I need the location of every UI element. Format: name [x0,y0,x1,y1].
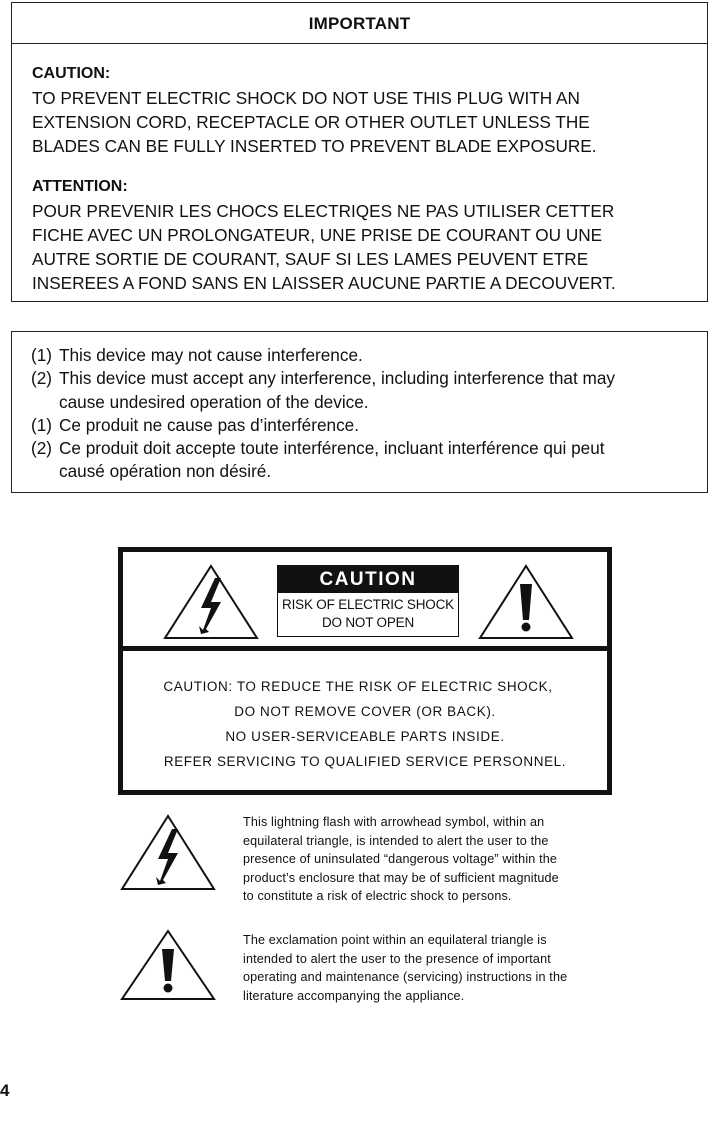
attention-line: INSEREES A FOND SANS EN LAISSER AUCUNE PARTIE A DECOUVERT. [32,273,616,293]
plate-line: RISK OF ELECTRIC SHOCK [282,597,454,612]
important-notice-box [11,2,708,302]
item-number: (1) [31,414,53,435]
description-line: product’s enclosure that may be of sufficient magnitude [243,870,559,885]
page-number: 4 [0,1081,10,1100]
item-line: This device must accept any interference, including interference that may [59,368,616,389]
caution-line: BLADES CAN BE FULLY INSERTED TO PREVENT BLADE EXPOSURE. [32,136,597,156]
list-item [31,414,699,437]
item-line: cause undesired operation of the device. [59,391,369,412]
description-line: intended to alert the user to the presence of important [243,951,551,966]
label-line: NO USER-SERVICEABLE PARTS INSIDE. [225,729,505,744]
caution-label-text [123,674,607,774]
attention-heading: ATTENTION: [32,178,128,195]
interference-notice-box [11,331,708,493]
item-line: Ce produit ne cause pas d’interférence. [59,414,360,435]
item-line: Ce produit doit accepte toute interférence, incluant interférence qui peut [59,438,605,459]
item-number: (1) [31,345,53,365]
exclamation-triangle-icon [120,929,216,1001]
attention-line: AUTRE SORTIE DE COURANT, SAUF SI LES LAMES PEUVENT ETRE [32,249,589,269]
description-line: This lightning flash with arrowhead symbol, within an [243,815,545,829]
item-number: (2) [31,438,53,459]
label-line: REFER SERVICING TO QUALIFIED SERVICE PERSONNEL. [163,754,567,769]
attention-french-block [32,175,699,295]
caution-label [118,547,612,795]
list-item [31,344,699,367]
lightning-bolt-triangle-icon [120,813,216,891]
caution-plate-title: CAUTION [278,566,458,593]
interference-list [31,344,699,484]
description-line: literature accompanying the appliance. [243,988,465,1003]
caution-line: EXTENSION CORD, RECEPTACLE OR OTHER OUTLET UNLESS THE [32,112,590,132]
item-text [59,437,699,484]
description-line: operating and maintenance (servicing) instructions in the [243,970,568,985]
description-line: presence of uninsulated “dangerous voltage” within the [243,852,558,867]
exclamation-triangle-icon [478,564,574,640]
plate-line: DO NOT OPEN [321,615,415,630]
item-text [59,414,699,437]
caution-english-block [32,62,699,158]
label-line: CAUTION: TO REDUCE THE RISK OF ELECTRIC SHOCK, [163,679,553,694]
item-text [59,344,699,367]
important-heading: IMPORTANT [12,3,707,44]
lightning-bolt-triangle-icon [163,564,259,640]
item-line: causé opération non désiré. [59,461,272,482]
item-text [59,367,699,414]
list-item [31,367,699,414]
caution-heading: CAUTION: [32,65,111,82]
item-number: (2) [31,368,53,389]
caution-plate [277,565,459,637]
description-line: The exclamation point within an equilateral triangle is [243,933,547,947]
attention-line: POUR PREVENIR LES CHOCS ELECTRIQES NE PAS UTILISER CETTER [32,201,615,221]
label-line: DO NOT REMOVE COVER (OR BACK). [234,704,496,719]
attention-line: FICHE AVEC UN PROLONGATEUR, UNE PRISE DE COURANT OU UNE [32,225,603,245]
description-line: to constitute a risk of electric shock to persons. [243,889,512,904]
label-divider [123,646,607,651]
description-line: equilateral triangle, is intended to alert the user to the [243,833,549,848]
caution-line: TO PREVENT ELECTRIC SHOCK DO NOT USE THIS PLUG WITH AN [32,88,580,108]
item-line: This device may not cause interference. [59,345,363,365]
symbol-description [243,931,623,1005]
symbol-description [243,813,623,906]
list-item [31,437,699,484]
